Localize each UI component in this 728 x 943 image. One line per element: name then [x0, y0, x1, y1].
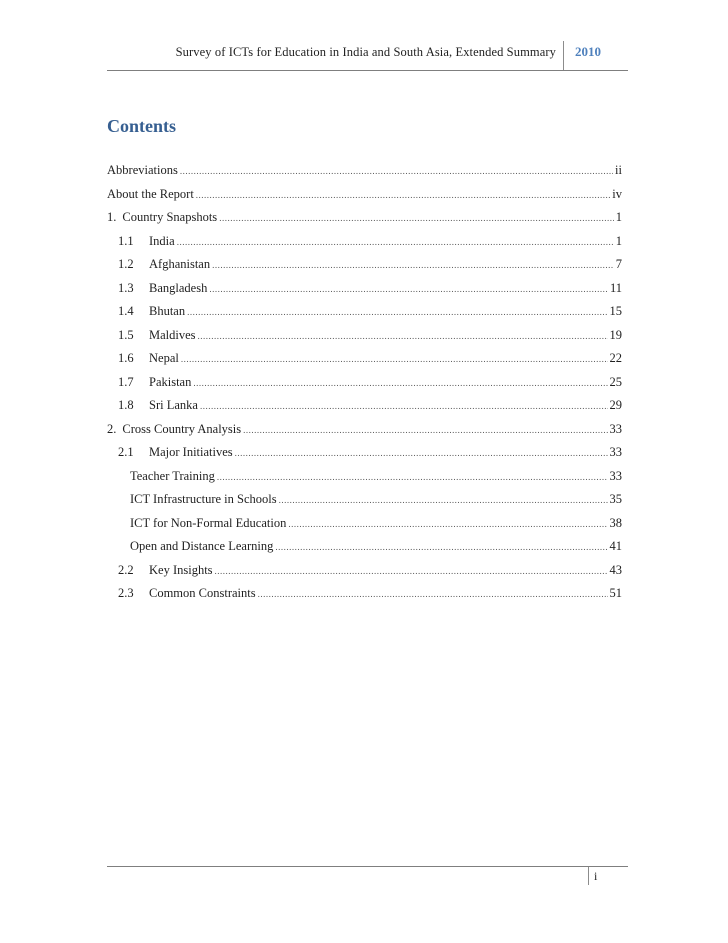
table-of-contents	[107, 163, 622, 610]
toc-entry-page: 22	[609, 351, 622, 365]
footer-page-number: i	[594, 869, 598, 883]
toc-entry-page: 1	[615, 233, 622, 248]
toc-entry[interactable]	[107, 422, 622, 446]
toc-entry-number: 2.1	[118, 445, 134, 459]
contents-heading: Contents	[107, 116, 177, 136]
toc-dot-leader	[243, 425, 607, 435]
toc-entry-page: 33	[609, 421, 622, 436]
toc-entry-page: 29	[609, 398, 622, 412]
toc-entry-title: ICT for Non-Formal Education	[130, 515, 287, 530]
toc-dot-leader	[279, 495, 608, 505]
toc-entry[interactable]	[107, 398, 622, 422]
toc-entry-number: 1.7	[118, 374, 134, 389]
toc-entry-number: 1.	[107, 210, 117, 224]
toc-dot-leader	[180, 166, 613, 176]
toc-dot-leader	[217, 472, 608, 482]
toc-entry-number: 1.6	[118, 351, 134, 365]
toc-dot-leader	[288, 519, 607, 529]
toc-entry-page: 1	[615, 210, 622, 224]
toc-entry-title: Bhutan	[149, 304, 186, 318]
toc-dot-leader	[198, 331, 608, 341]
toc-entry-title: Key Insights	[149, 562, 213, 577]
toc-entry-page: 15	[609, 304, 622, 318]
toc-entry-title: Country Snapshots	[122, 210, 218, 224]
toc-entry-page: 35	[609, 492, 622, 506]
toc-entry-page: 43	[609, 562, 622, 577]
toc-dot-leader	[200, 401, 608, 411]
toc-dot-leader	[177, 237, 614, 247]
toc-entry[interactable]	[107, 445, 622, 469]
footer-separator	[588, 867, 589, 885]
toc-entry[interactable]	[107, 516, 622, 540]
toc-entry-page: 25	[609, 374, 622, 389]
toc-entry[interactable]	[107, 492, 622, 516]
toc-dot-leader	[275, 542, 607, 552]
toc-entry[interactable]	[107, 328, 622, 352]
toc-dot-leader	[212, 260, 614, 270]
toc-entry-page: 7	[615, 257, 622, 271]
toc-entry-number: 1.5	[118, 327, 134, 342]
page-header	[107, 38, 628, 71]
toc-entry[interactable]	[107, 187, 622, 211]
toc-dot-leader	[215, 566, 608, 576]
toc-entry-page: 51	[609, 586, 622, 600]
toc-dot-leader	[219, 213, 614, 223]
toc-entry-number: 1.4	[118, 304, 134, 318]
toc-entry-page: iv	[612, 186, 622, 201]
header-separator	[563, 41, 564, 70]
toc-entry[interactable]	[107, 586, 622, 610]
toc-entry-title: About the Report	[107, 186, 194, 201]
toc-entry-page: 33	[609, 468, 622, 483]
toc-entry-title: Pakistan	[149, 374, 192, 389]
toc-entry-title: Nepal	[149, 351, 179, 365]
toc-entry-title: Sri Lanka	[149, 398, 198, 412]
toc-entry-title: Afghanistan	[149, 257, 211, 271]
toc-dot-leader	[187, 307, 607, 317]
toc-dot-leader	[196, 190, 610, 200]
toc-entry-page: ii	[615, 163, 622, 177]
toc-entry[interactable]	[107, 539, 622, 563]
toc-entry-page: 41	[609, 539, 622, 553]
toc-entry[interactable]	[107, 234, 622, 258]
toc-dot-leader	[193, 378, 607, 388]
toc-dot-leader	[258, 589, 608, 599]
toc-entry-number: 2.2	[118, 562, 134, 577]
footer-rule	[107, 866, 628, 867]
toc-entry-title: Common Constraints	[149, 586, 256, 600]
toc-entry-title: Maldives	[149, 327, 196, 342]
toc-entry-title: India	[149, 233, 175, 248]
toc-entry[interactable]	[107, 563, 622, 587]
toc-entry[interactable]	[107, 375, 622, 399]
toc-entry[interactable]	[107, 210, 622, 234]
toc-entry-page: 19	[609, 327, 622, 342]
toc-entry[interactable]	[107, 281, 622, 305]
toc-entry-number: 2.3	[118, 586, 134, 600]
toc-dot-leader	[181, 354, 608, 364]
toc-entry[interactable]	[107, 304, 622, 328]
toc-entry-number: 1.3	[118, 280, 134, 295]
toc-dot-leader	[209, 284, 608, 294]
toc-entry[interactable]	[107, 163, 622, 187]
toc-entry-title: Teacher Training	[130, 468, 215, 483]
toc-entry-number: 1.8	[118, 398, 134, 412]
toc-entry[interactable]	[107, 469, 622, 493]
toc-entry-title: Open and Distance Learning	[130, 539, 274, 553]
toc-entry-title: Abbreviations	[107, 163, 178, 177]
toc-entry-title: Bangladesh	[149, 280, 208, 295]
toc-entry-page: 38	[609, 515, 622, 530]
header-title: Survey of ICTs for Education in India and South Asia, Extended Summary	[175, 45, 556, 59]
toc-entry-title: Major Initiatives	[149, 445, 233, 459]
toc-dot-leader	[235, 448, 608, 458]
toc-entry[interactable]	[107, 257, 622, 281]
toc-entry-number: 1.2	[118, 257, 134, 271]
toc-entry-page: 11	[609, 280, 622, 295]
toc-entry-number: 1.1	[118, 233, 134, 248]
toc-entry[interactable]	[107, 351, 622, 375]
toc-entry-page: 33	[609, 445, 622, 459]
toc-entry-title: Cross Country Analysis	[122, 421, 242, 436]
toc-entry-title: ICT Infrastructure in Schools	[130, 492, 277, 506]
header-year: 2010	[575, 44, 601, 59]
toc-entry-number: 2.	[107, 421, 117, 436]
